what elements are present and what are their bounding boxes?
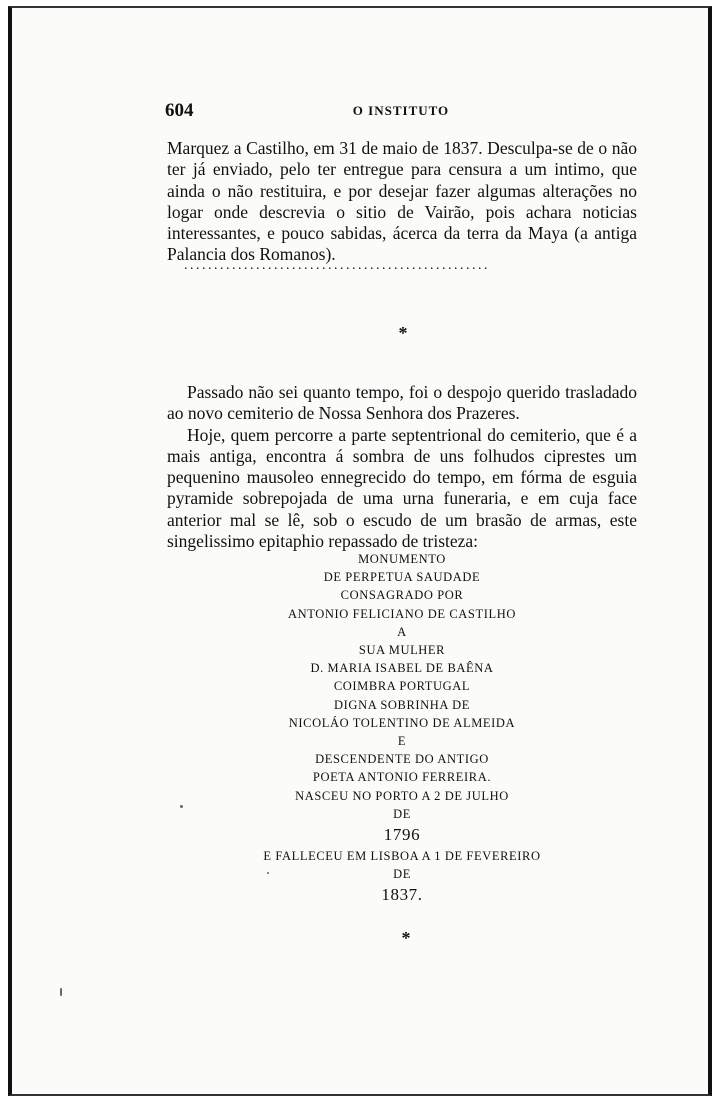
epitaph-line: DE PERPETUA SAUDADE — [323, 570, 481, 585]
epitaph-line: E FALLECEU EM LISBOA A 1 DE FEVEREIRO — [263, 849, 541, 864]
epitaph-birth-year: 1796 — [383, 825, 421, 845]
paper-speck — [267, 872, 269, 874]
epitaph-line: SUA MULHER — [358, 643, 446, 658]
epitaph-line: DE — [393, 867, 411, 882]
epitaph-line: COIMBRA PORTUGAL — [333, 679, 471, 694]
epitaph-line: NICOLÁO TOLENTINO DE ALMEIDA — [288, 715, 516, 730]
paragraph-tomb-description — [167, 382, 637, 552]
epitaph-line: DIGNA SOBRINHA DE — [334, 697, 470, 712]
epitaph-line: DE — [393, 806, 411, 821]
page-frame — [8, 6, 712, 1096]
epitaph-line: CONSAGRADO POR — [340, 588, 464, 603]
epitaph-line: A — [397, 624, 407, 639]
page-number: 604 — [165, 100, 194, 121]
epitaph-line: ANTONIO FELICIANO DE CASTILHO — [288, 606, 516, 621]
paper-speck — [60, 988, 62, 996]
epitaph-line: DESCENDENTE DO ANTIGO — [315, 752, 489, 767]
paragraph-translation: Passado não sei quanto tempo, foi o despojo querido trasladado ao novo cemiterio de Nossa Senhora dos Prazeres. — [167, 382, 637, 424]
epitaph-line: POETA ANTONIO FERREIRA. — [312, 770, 492, 785]
epitaph-death-year: 1837. — [381, 885, 423, 905]
epitaph-line: NASCEU NO PORTO A 2 DE JULHO — [295, 788, 509, 803]
section-separator-asterisk: * — [401, 928, 411, 948]
paper-speck — [180, 805, 183, 808]
section-separator-asterisk: * — [398, 323, 408, 343]
page-header — [165, 100, 637, 124]
epitaph-line: D. MARIA ISABEL DE BAÊNA — [310, 661, 494, 676]
paragraph-mausoleum: Hoje, quem percorre a parte septentrional do cemiterio, que é a mais antiga, encontra á sombra de uns folhudos ciprestes um pequenino mausoleo ennegrecido do tempo, em fórma de esguia pyramide sobrepojada de uma urna funeraria, e em cuja face anterior mal se lê, sob o escudo de um brasão de armas, este singelissimo epitaphio repassado de tristeza: — [167, 424, 637, 552]
epitaph-line: E — [397, 734, 407, 749]
epitaph-inscription — [152, 550, 652, 907]
paragraph-text: Marquez a Castilho, em 31 de maio de 1837. Desculpa-se de o não ter já enviado, pelo ter entregue para censura a um intimo, que ainda o não restituira, e por desejar fazer algumas alterações no logar onde descrevia o sitio de Vairão, pois achara noticias interessantes, e pouco sabidas, ácerca da terra da Maya (a antiga Palancia dos Romanos). — [167, 138, 637, 265]
running-title: O INSTITUTO — [352, 103, 450, 118]
epitaph-line: MONUMENTO — [358, 552, 446, 566]
paragraph-letter-summary — [167, 138, 637, 266]
ellipsis-line: ................................................... — [184, 258, 490, 273]
